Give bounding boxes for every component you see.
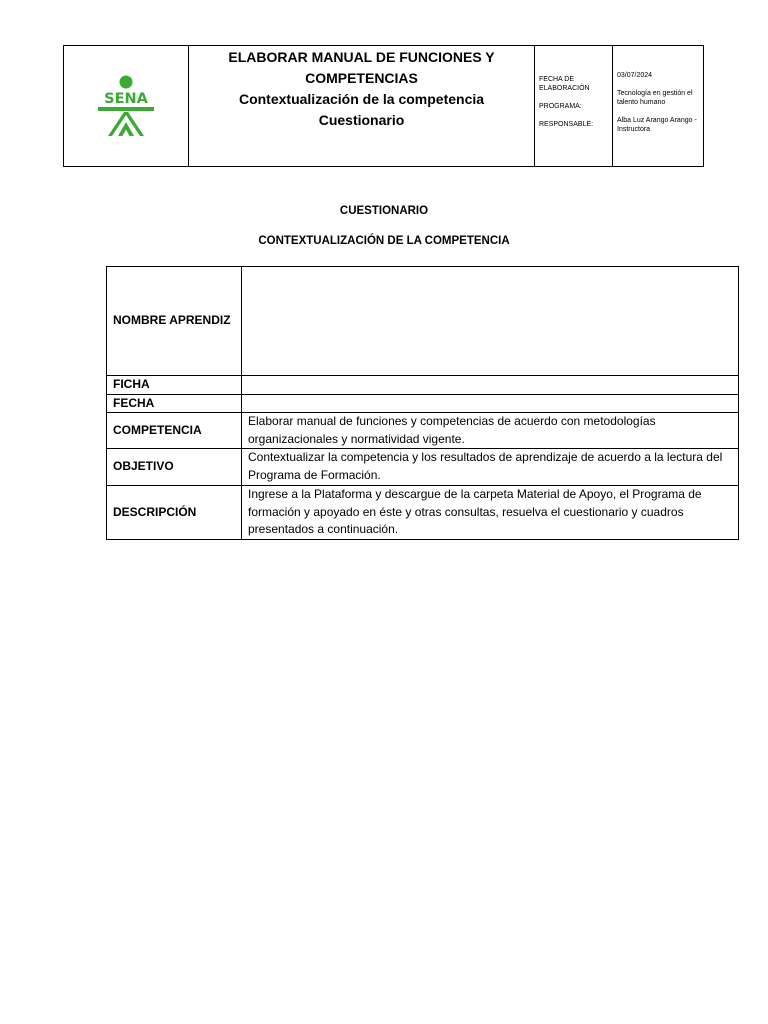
ficha-field[interactable]: [242, 376, 739, 395]
title-line-3: Contextualización de la competencia: [238, 91, 485, 107]
sena-logo-icon: [94, 75, 158, 137]
responsable-value-line2: Instructora: [617, 126, 651, 133]
responsable-label: RESPONSABLE:: [539, 121, 594, 128]
fecha-value: 03/07/2024: [617, 72, 653, 79]
table-row: [107, 394, 739, 413]
title-line-2: COMPETENCIAS: [305, 70, 418, 86]
student-info-table: [106, 266, 739, 540]
heading-contextualizacion: CONTEXTUALIZACIÓN DE LA COMPETENCIA: [258, 235, 510, 247]
competencia-value: Elaborar manual de funciones y competencias de acuerdo con metodologías organizacionales y normatividad vigente.: [242, 413, 739, 449]
title-line-1: ELABORAR MANUAL DE FUNCIONES Y: [228, 49, 495, 65]
descripcion-value: Ingrese a la Plataforma y descargue de la carpeta Material de Apoyo, el Programa de formación y apoyado en éste y otras consultas, resuelva el cuestionario y cuadros presentados a continuación.: [242, 486, 739, 540]
descripcion-label: DESCRIPCIÓN: [107, 486, 242, 540]
table-row: [107, 267, 739, 376]
document-title: [189, 46, 535, 167]
programa-label: PROGRAMA:: [539, 103, 582, 110]
objetivo-label: OBJETIVO: [107, 449, 242, 486]
meta-values: [613, 46, 704, 167]
sena-logo-text: SENA: [104, 91, 148, 107]
title-line-4: Cuestionario: [318, 112, 405, 128]
competencia-label: COMPETENCIA: [107, 413, 242, 449]
document-header: [63, 45, 704, 167]
nombre-aprendiz-field[interactable]: [242, 267, 739, 376]
ficha-label: FICHA: [107, 376, 242, 395]
table-row: [107, 413, 739, 449]
objetivo-value: Contextualizar la competencia y los resultados de aprendizaje de acuerdo a la lectura del Programa de Formación.: [242, 449, 739, 486]
programa-value-line2: talento humano: [617, 99, 666, 106]
table-row: [107, 486, 739, 540]
logo-cell: [64, 46, 189, 167]
table-row: [107, 376, 739, 395]
fecha-label: FECHA: [107, 394, 242, 413]
table-row: [107, 449, 739, 486]
programa-value-line1: Tecnología en gestión el: [617, 90, 693, 97]
fecha-field[interactable]: [242, 394, 739, 413]
heading-cuestionario: CUESTIONARIO: [339, 205, 429, 217]
nombre-aprendiz-label: NOMBRE APRENDIZ: [107, 267, 242, 376]
meta-labels: [535, 46, 613, 167]
fecha-label-line1: FECHA DE: [539, 76, 575, 83]
responsable-value-line1: Alba Luz Arango Arango -: [617, 117, 697, 124]
fecha-label-line2: ELABORACIÓN: [539, 85, 590, 92]
